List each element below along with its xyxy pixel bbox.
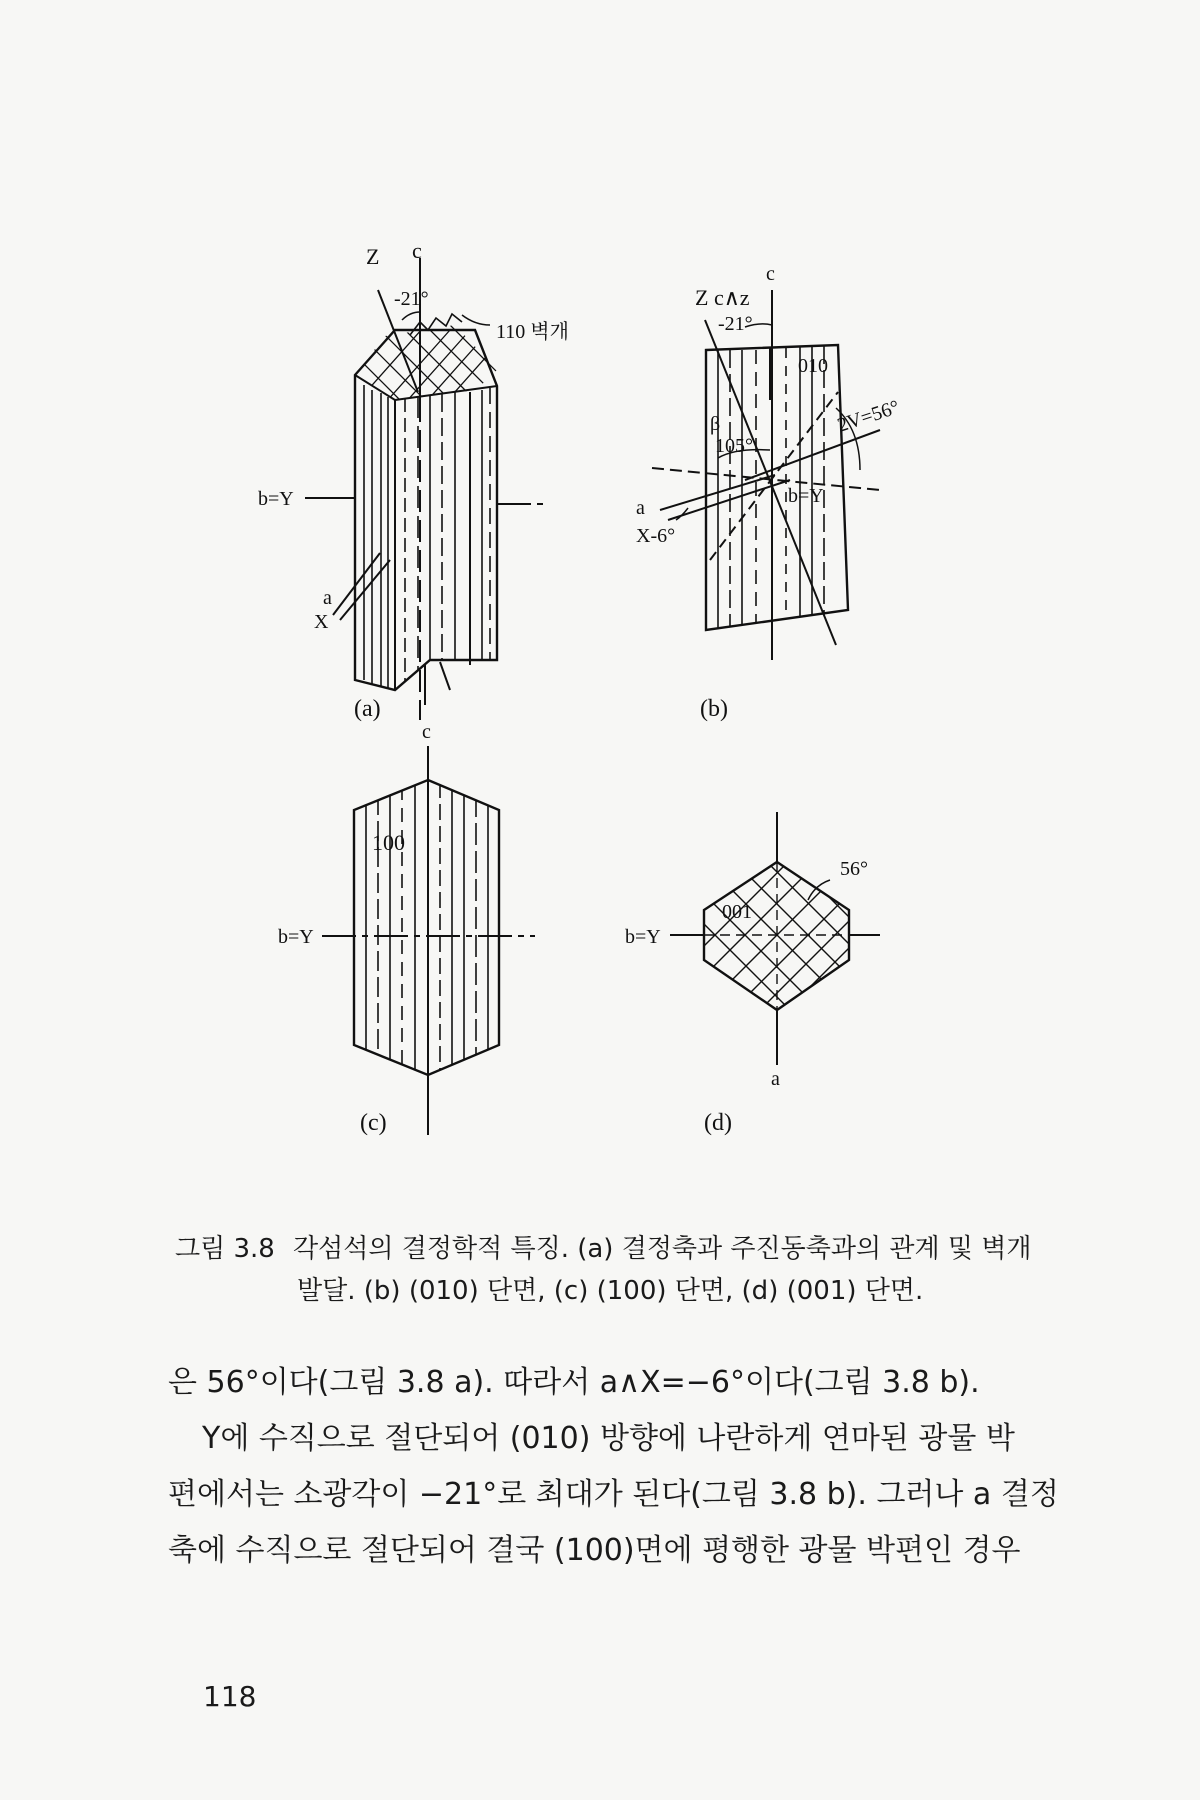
figure-caption-line-1: 각섬석의 결정학적 특징. (a) 결정축과 주진동축과의 관계 및 벽개 [293,1234,1032,1264]
body-line-3: 편에서는 소광각이 −21°로 최대가 된다(그림 3.8 b). 그러나 a 결정 [168,1477,1059,1512]
panel-c-c-label: c [422,721,431,743]
panel-b-beta-angle-label: 105° [715,435,753,457]
panel-d-section-001 [670,812,882,1065]
panel-a-a-label: a [323,587,332,609]
figure-caption [175,1228,1055,1312]
panel-c-caption: (c) [360,1110,387,1136]
panel-b-zc-label: Z c∧z [695,285,750,310]
panel-b-a-label: a [636,497,645,519]
panel-a-c-label: c [412,238,422,263]
panel-b-angle-label: -21° [718,313,753,335]
panel-a-angle-label: -21° [394,288,429,310]
panel-b-face-label: 010 [798,355,828,377]
figure-caption-line-2: 발달. (b) (010) 단면, (c) (100) 단면, (d) (001) 단면. [297,1276,924,1306]
panel-c-face-label: 100 [372,830,405,855]
panel-b-caption: (b) [700,696,728,722]
panel-d-caption: (d) [704,1110,732,1136]
panel-c-b-label: b=Y [278,926,314,948]
body-text [168,1355,1059,1579]
panel-b-section-010 [652,290,880,660]
panel-a-b-label: b=Y [258,488,294,510]
body-line-4: 축에 수직으로 절단되어 결국 (100)면에 평행한 광물 박편인 경우 [168,1533,1021,1568]
panel-a-z-label: Z [366,244,380,269]
panel-d-b-label: b=Y [625,926,661,948]
panel-a-caption: (a) [354,696,381,722]
panel-d-angle-label: 56° [840,858,868,880]
panel-d-face-label: 001 [722,901,752,923]
body-line-1: 은 56°이다(그림 3.8 a). 따라서 a∧X=−6°이다(그림 3.8 b). [168,1365,980,1400]
panel-a-x-label: X [314,611,329,633]
panel-d-a-label: a [771,1068,780,1090]
figure-caption-label: 그림 3.8 [175,1234,275,1264]
panel-b-c-label: c [766,263,775,285]
panel-a-cleavage-label: 110 벽개 [496,321,569,343]
panel-b-labels [636,263,902,722]
panel-b-beta-label: β [710,413,721,435]
panel-b-twov-label: 2V=56° [834,396,903,437]
panel-b-b-label: b=Y [788,485,824,507]
panel-a-labels [258,238,569,722]
panel-c-section-100 [322,746,535,1135]
body-line-2: Y에 수직으로 절단되어 (010) 방향에 나란하게 연마된 광물 박 [202,1421,1015,1456]
panel-b-x-label: X-6° [636,525,676,547]
page-number: 118 [203,1680,257,1713]
